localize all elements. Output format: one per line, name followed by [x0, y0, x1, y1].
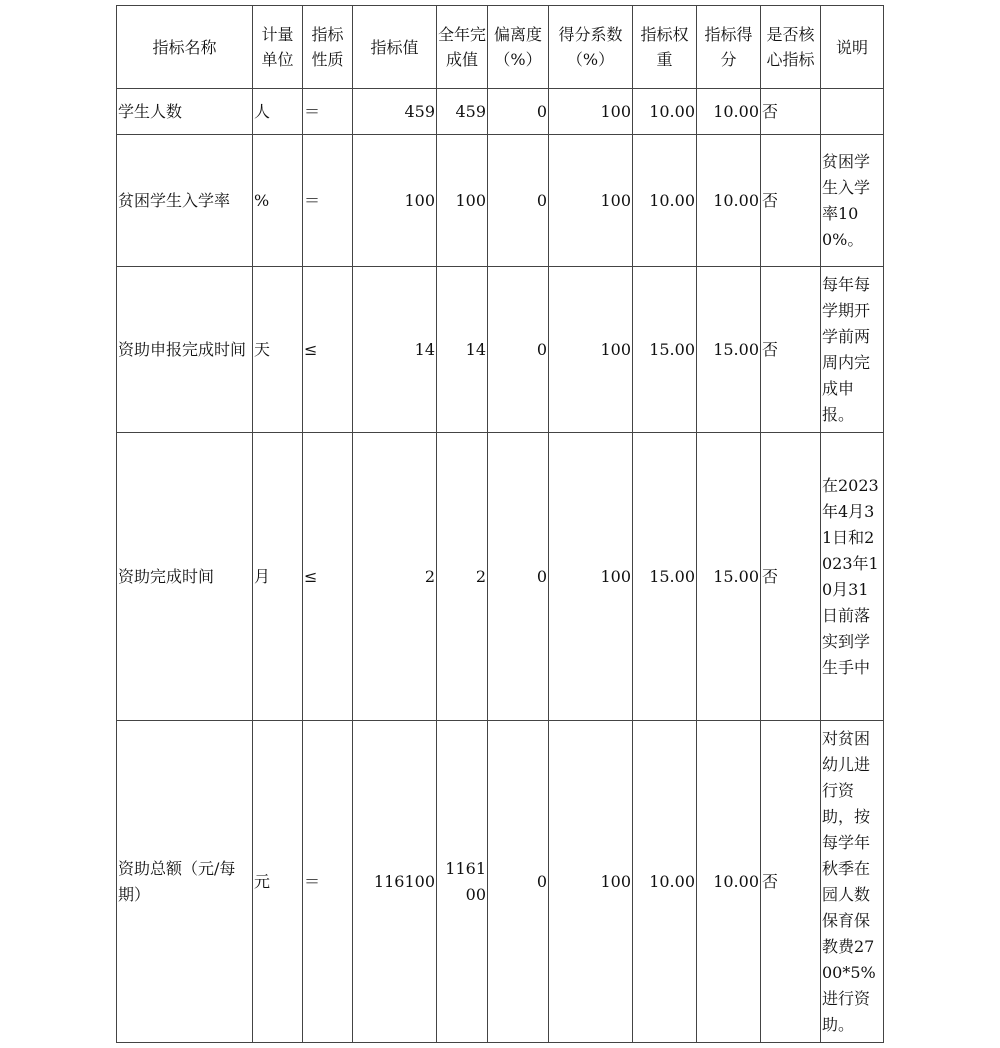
- unit-cell: 月: [253, 433, 303, 721]
- coefficient-value: 100: [549, 135, 633, 267]
- note-cell: 每年每学期开学前两周内完成申报。: [821, 267, 884, 433]
- target-value: 14: [353, 267, 437, 433]
- note-cell: 对贫困幼儿进行资助，按每学年秋季在园人数保育保教费2700*5%进行资助。: [821, 721, 884, 1043]
- performance-indicator-table: [116, 5, 884, 1043]
- unit-cell: 天: [253, 267, 303, 433]
- weight-value: 10.00: [633, 89, 697, 135]
- header-cell: 偏离度（%）: [488, 6, 549, 89]
- indicator-name: 贫困学生入学率: [117, 135, 253, 267]
- target-value: 116100: [353, 721, 437, 1043]
- coefficient-value: 100: [549, 267, 633, 433]
- target-value: 100: [353, 135, 437, 267]
- header-row: [117, 6, 884, 89]
- core-flag: 否: [761, 89, 821, 135]
- weight-value: 15.00: [633, 267, 697, 433]
- deviation-value: 0: [488, 433, 549, 721]
- nature-cell: ＝: [303, 89, 353, 135]
- nature-cell: ＝: [303, 135, 353, 267]
- note-cell: [821, 89, 884, 135]
- table-row: [117, 267, 884, 433]
- header-cell: 指标名称: [117, 6, 253, 89]
- actual-value: 459: [437, 89, 488, 135]
- header-cell: 是否核心指标: [761, 6, 821, 89]
- core-flag: 否: [761, 267, 821, 433]
- table-row: [117, 89, 884, 135]
- coefficient-value: 100: [549, 89, 633, 135]
- coefficient-value: 100: [549, 433, 633, 721]
- target-value: 459: [353, 89, 437, 135]
- header-cell: 得分系数（%）: [549, 6, 633, 89]
- header-cell: 指标值: [353, 6, 437, 89]
- deviation-value: 0: [488, 89, 549, 135]
- unit-cell: 人: [253, 89, 303, 135]
- score-value: 15.00: [697, 433, 761, 721]
- nature-cell: ≤: [303, 267, 353, 433]
- actual-value: 2: [437, 433, 488, 721]
- note-cell: 贫困学生入学率100%。: [821, 135, 884, 267]
- header-cell: 指标性质: [303, 6, 353, 89]
- header-cell: 指标得分: [697, 6, 761, 89]
- score-value: 15.00: [697, 267, 761, 433]
- table-row: [117, 433, 884, 721]
- deviation-value: 0: [488, 135, 549, 267]
- unit-cell: %: [253, 135, 303, 267]
- weight-value: 10.00: [633, 721, 697, 1043]
- core-flag: 否: [761, 721, 821, 1043]
- header-cell: 全年完成值: [437, 6, 488, 89]
- indicator-name: 学生人数: [117, 89, 253, 135]
- actual-value: 116100: [437, 721, 488, 1043]
- score-value: 10.00: [697, 89, 761, 135]
- weight-value: 15.00: [633, 433, 697, 721]
- indicator-name: 资助申报完成时间: [117, 267, 253, 433]
- header-cell: 计量单位: [253, 6, 303, 89]
- header-cell: 说明: [821, 6, 884, 89]
- target-value: 2: [353, 433, 437, 721]
- indicator-name: 资助总额（元/每期）: [117, 721, 253, 1043]
- nature-cell: ＝: [303, 721, 353, 1043]
- deviation-value: 0: [488, 721, 549, 1043]
- coefficient-value: 100: [549, 721, 633, 1043]
- score-value: 10.00: [697, 721, 761, 1043]
- note-cell: 在2023年4月31日和2023年10月31日前落实到学生手中: [821, 433, 884, 721]
- actual-value: 14: [437, 267, 488, 433]
- indicator-name: 资助完成时间: [117, 433, 253, 721]
- table-row: [117, 721, 884, 1043]
- nature-cell: ≤: [303, 433, 353, 721]
- table-row: [117, 135, 884, 267]
- core-flag: 否: [761, 135, 821, 267]
- deviation-value: 0: [488, 267, 549, 433]
- actual-value: 100: [437, 135, 488, 267]
- core-flag: 否: [761, 433, 821, 721]
- header-cell: 指标权重: [633, 6, 697, 89]
- weight-value: 10.00: [633, 135, 697, 267]
- score-value: 10.00: [697, 135, 761, 267]
- unit-cell: 元: [253, 721, 303, 1043]
